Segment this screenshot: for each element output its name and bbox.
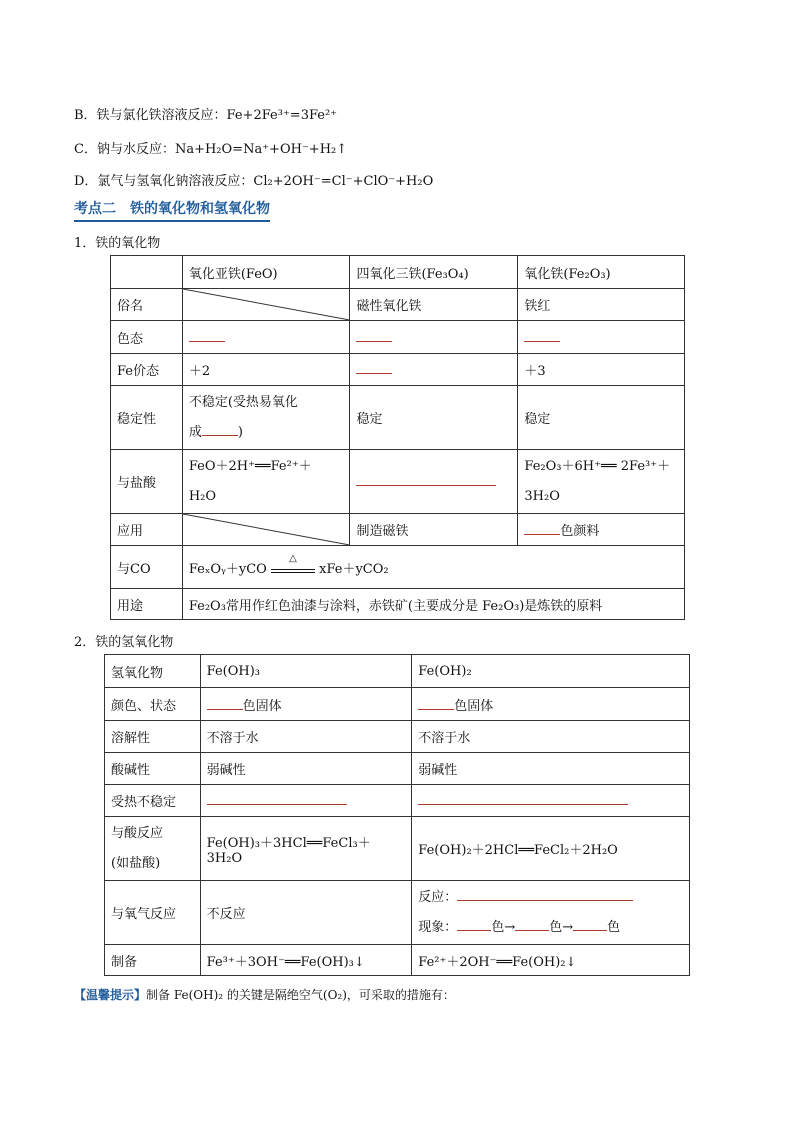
equation: Fe(OH)₃＋3HCl══FeCl₃＋3H₂O (200, 817, 412, 881)
header-cell (111, 256, 183, 289)
section-title (74, 198, 270, 222)
row-label: 色态 (111, 321, 183, 354)
table-row (111, 289, 685, 321)
table-row (105, 817, 690, 881)
cell: 磁性氧化铁 (350, 289, 518, 321)
table-row (111, 589, 685, 620)
cell (518, 514, 685, 546)
cell (350, 354, 518, 386)
header-cell: Fe(OH)₂ (412, 655, 690, 688)
cell-text: 色→ (549, 919, 574, 935)
table-row (105, 945, 690, 976)
cell (412, 785, 690, 817)
blank-line[interactable] (418, 792, 628, 805)
blank-line[interactable] (356, 329, 392, 342)
equation: FeO＋2H⁺══Fe²⁺＋ (188, 458, 312, 474)
row-label: 制备 (105, 945, 201, 976)
table-row (111, 354, 685, 386)
tip-label: 【温馨提示】 (74, 988, 147, 1002)
table-row (105, 688, 690, 721)
row-label: 酸碱性 (105, 753, 201, 785)
cell: 稳定 (350, 386, 518, 450)
row-label: 颜色、状态 (105, 688, 201, 721)
blank-line[interactable] (207, 697, 243, 710)
table-row (105, 721, 690, 753)
row-label: Fe价态 (111, 354, 183, 386)
cell: 弱碱性 (200, 753, 412, 785)
equation: 3H₂O (524, 488, 560, 504)
cell: 制造磁铁 (350, 514, 518, 546)
cell-text: 色 (607, 919, 621, 935)
cell (200, 688, 412, 721)
blank-line[interactable] (202, 423, 238, 436)
tip-text: 制备 Fe(OH)₂ 的关键是隔绝空气(O₂)，可采取的措施有： (146, 988, 455, 1002)
cell (182, 546, 684, 589)
cell (182, 321, 350, 354)
row-label: 俗名 (111, 289, 183, 321)
header-cell: 氢氧化物 (105, 655, 201, 688)
condition-arrow (271, 552, 315, 573)
row-label-text: 与酸反应 (111, 825, 164, 841)
cell: Fe₂O₃常用作红色油漆与涂料，赤铁矿(主要成分是 Fe₂O₃)是炼铁的原料 (182, 589, 684, 620)
blank-line[interactable] (207, 792, 347, 805)
equation: Fe₂O₃＋6H⁺══ 2Fe³⁺＋ (524, 458, 671, 474)
blank-line[interactable] (457, 918, 491, 931)
cell-text: 现象： (418, 919, 458, 935)
section-tag: 考点二 (74, 201, 116, 217)
cell: 不溶于水 (412, 721, 690, 753)
option-c: C．钠与水反应：Na+H₂O=Na⁺+OH⁻+H₂↑ (74, 142, 348, 157)
table-row (105, 785, 690, 817)
table-row (111, 546, 685, 589)
blank-line[interactable] (356, 473, 496, 486)
cell-text: 色固体 (242, 698, 282, 714)
cell-text: 不稳定(受热易氧化 (188, 394, 298, 410)
table-row (111, 256, 685, 289)
cell-text: 色→ (491, 919, 516, 935)
cell: 铁红 (518, 289, 685, 321)
cell-text: 色固体 (454, 698, 494, 714)
row-label: 受热不稳定 (105, 785, 201, 817)
row-label: 与氧气反应 (105, 881, 201, 945)
equation: H₂O (188, 488, 217, 504)
header-cell: 氧化亚铁(FeO) (182, 256, 350, 289)
oxides-table (110, 255, 685, 620)
cell: 不反应 (200, 881, 412, 945)
table-row (105, 881, 690, 945)
cell-text: 反应： (418, 889, 458, 905)
cell: ＋2 (182, 354, 350, 386)
header-cell: 氧化铁(Fe₂O₃) (518, 256, 685, 289)
blank-line[interactable] (515, 918, 549, 931)
table-row (105, 655, 690, 688)
cell (182, 386, 350, 450)
row-label (105, 817, 201, 881)
cell (518, 450, 685, 514)
equation: Fe(OH)₂＋2HCl══FeCl₂＋2H₂O (412, 817, 690, 881)
table-row (111, 514, 685, 546)
cell (200, 785, 412, 817)
cell-text: 成 (188, 424, 202, 440)
subtitle-hydroxides: 2．铁的氢氧化物 (74, 635, 174, 650)
equation: Fe³⁺＋3OH⁻══Fe(OH)₃↓ (200, 945, 412, 976)
header-cell: 四氧化三铁(Fe₃O₄) (350, 256, 518, 289)
heat-symbol: △ (289, 552, 297, 564)
option-d: D．氯气与氢氧化钠溶液反应：Cl₂+2OH⁻=Cl⁻+ClO⁻+H₂O (74, 174, 434, 189)
blank-line[interactable] (524, 522, 560, 535)
blank-line[interactable] (356, 361, 392, 374)
row-label-text: (如盐酸) (111, 855, 161, 871)
blank-line[interactable] (418, 697, 454, 710)
option-b: B．铁与氯化铁溶液反应：Fe+2Fe³⁺=3Fe²⁺ (74, 108, 338, 123)
equation: xFe＋yCO₂ (319, 561, 389, 577)
warm-tip (74, 986, 455, 1003)
cell (518, 321, 685, 354)
row-label: 与盐酸 (111, 450, 183, 514)
cell (412, 881, 690, 945)
table-row (111, 450, 685, 514)
row-label: 稳定性 (111, 386, 183, 450)
cell (350, 450, 518, 514)
equation: FeₓOᵧ＋yCO (188, 561, 267, 577)
blank-line[interactable] (457, 888, 633, 901)
section-heading: 铁的氧化物和氢氧化物 (130, 201, 270, 217)
equation: Fe²⁺＋2OH⁻══Fe(OH)₂↓ (412, 945, 690, 976)
cell: 弱碱性 (412, 753, 690, 785)
header-cell: Fe(OH)₃ (200, 655, 412, 688)
cell: ＋3 (518, 354, 685, 386)
cell: 不溶于水 (200, 721, 412, 753)
cell: 稳定 (518, 386, 685, 450)
subtitle-oxides: 1．铁的氧化物 (74, 236, 161, 251)
blank-line[interactable] (524, 329, 560, 342)
blank-line[interactable] (573, 918, 607, 931)
cell (350, 321, 518, 354)
diagonal-cell (182, 289, 350, 321)
diagonal-cell (182, 514, 350, 546)
row-label: 与CO (111, 546, 183, 589)
hydroxides-table (104, 654, 690, 976)
table-row (105, 753, 690, 785)
blank-line[interactable] (189, 329, 225, 342)
row-label: 用途 (111, 589, 183, 620)
cell-text: 色颜料 (560, 524, 600, 539)
cell (412, 688, 690, 721)
row-label: 溶解性 (105, 721, 201, 753)
cell (182, 450, 350, 514)
table-row (111, 386, 685, 450)
row-label: 应用 (111, 514, 183, 546)
table-row (111, 321, 685, 354)
cell-text: ) (237, 424, 243, 440)
